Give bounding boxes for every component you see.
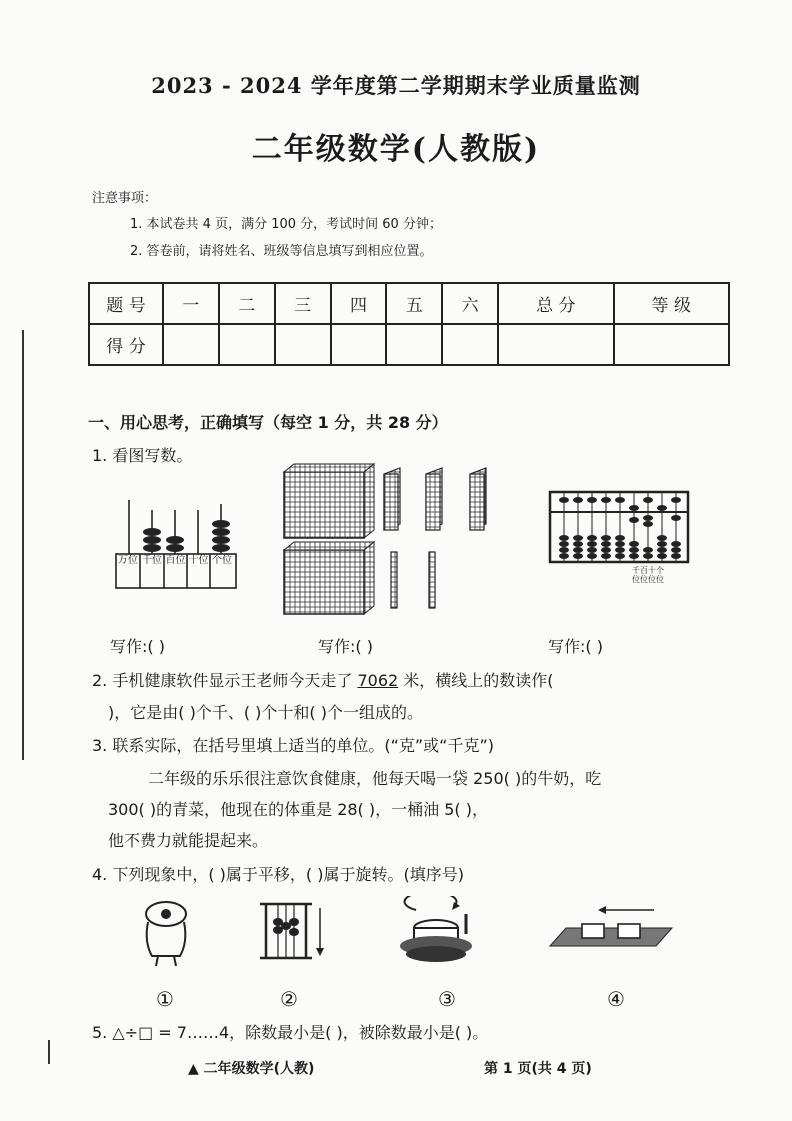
base-ten-blocks-image bbox=[280, 462, 502, 617]
score-cell: 题 号 bbox=[89, 283, 163, 324]
counting-frame-image bbox=[112, 492, 240, 592]
q3-line1: 3. 联系实际，在括号里填上适当的单位。(“克”或“千克”) bbox=[92, 736, 494, 755]
notes-item-1: 1. 本试卷共 4 页，满分 100 分，考试时间 60 分钟； bbox=[130, 217, 442, 232]
millstone-figure-image bbox=[394, 896, 480, 968]
fan-figure-image bbox=[136, 896, 196, 968]
place-label: 百位 bbox=[165, 555, 186, 566]
score-input-cell[interactable] bbox=[163, 324, 219, 365]
place-label: 个位 bbox=[212, 555, 232, 566]
q4-line[interactable]: 4. 下列现象中，( )属于平移，( )属于旋转。(填序号) bbox=[92, 865, 464, 884]
score-cell: 等 级 bbox=[614, 283, 730, 324]
abacus-figure-image bbox=[256, 898, 326, 966]
footer-left bbox=[188, 1058, 314, 1078]
q2-line2[interactable]: )，它是由( )个千、( )个十和( )个一组成的。 bbox=[108, 703, 423, 722]
place-label: 千位 bbox=[142, 555, 162, 566]
score-table bbox=[88, 282, 730, 366]
score-cell: 三 bbox=[275, 283, 331, 324]
margin-line bbox=[22, 330, 24, 760]
sliding-blocks-figure-image bbox=[546, 904, 676, 952]
option-label: ③ bbox=[438, 987, 456, 1011]
place-value-labels bbox=[116, 555, 236, 566]
score-table-score-row bbox=[89, 324, 729, 365]
score-input-cell[interactable] bbox=[219, 324, 275, 365]
notes-heading: 注意事项： bbox=[92, 191, 158, 206]
q1-answer-2[interactable]: 写作:( ) bbox=[318, 637, 373, 656]
score-cell: 总 分 bbox=[498, 283, 613, 324]
q3-line3[interactable]: 300( )的青菜，他现在的体重是 28( )，一桶油 5( )， bbox=[108, 800, 488, 819]
q1-text: 1. 看图写数。 bbox=[92, 446, 193, 465]
score-input-cell[interactable] bbox=[275, 324, 331, 365]
section1-title: 一、用心思考，正确填写（每空 1 分，共 28 分） bbox=[88, 413, 448, 432]
soroban-image bbox=[546, 488, 692, 566]
option-label: ② bbox=[280, 987, 298, 1011]
q3-line2[interactable]: 二年级的乐乐很注意饮食健康，他每天喝一袋 250( )的牛奶，吃 bbox=[148, 769, 602, 788]
score-cell: 五 bbox=[386, 283, 442, 324]
place-label: 万位 bbox=[118, 555, 138, 566]
margin-mark bbox=[48, 1040, 50, 1064]
q3-line4: 他不费力就能提起来。 bbox=[108, 831, 269, 850]
score-input-cell[interactable] bbox=[498, 324, 613, 365]
score-cell: 一 bbox=[163, 283, 219, 324]
footer-subject: 二年级数学(人教) bbox=[203, 1061, 315, 1077]
score-input-cell[interactable] bbox=[386, 324, 442, 365]
q2-text-b: 米，横线上的数读作( bbox=[398, 671, 554, 690]
place-label: 十位 bbox=[188, 555, 209, 566]
score-input-cell[interactable] bbox=[331, 324, 387, 365]
notes-item-2: 2. 答卷前，请将姓名、班级等信息填写到相应位置。 bbox=[130, 244, 433, 259]
option-label: ① bbox=[156, 987, 174, 1011]
warning-triangle-icon: ▲ bbox=[188, 1061, 199, 1077]
q2-line1 bbox=[92, 668, 554, 691]
score-input-cell[interactable] bbox=[442, 324, 498, 365]
score-cell: 四 bbox=[331, 283, 387, 324]
score-input-cell[interactable] bbox=[614, 324, 730, 365]
exam-title-line1: 2023 - 2024 学年度第二学期期末学业质量监测 bbox=[151, 73, 641, 98]
score-cell: 六 bbox=[442, 283, 498, 324]
score-row-label: 得 分 bbox=[89, 324, 163, 365]
exam-title-line2: 二年级数学(人教版) bbox=[251, 132, 541, 167]
score-table-header-row bbox=[89, 283, 729, 324]
option-label: ④ bbox=[607, 987, 625, 1011]
q1-answer-1[interactable]: 写作:( ) bbox=[110, 637, 165, 656]
score-cell: 二 bbox=[219, 283, 275, 324]
q1-answer-3[interactable]: 写作:( ) bbox=[548, 637, 603, 656]
q5-line[interactable]: 5. △÷□ = 7……4，除数最小是( )，被除数最小是( )。 bbox=[92, 1023, 489, 1042]
q2-number: 7062 bbox=[357, 671, 399, 690]
q2-text-a: 2. 手机健康软件显示王老师今天走了 bbox=[92, 671, 358, 690]
soroban-place-label: 千百十个 位位位位 bbox=[632, 566, 664, 584]
page-number: 第 1 页(共 4 页) bbox=[484, 1061, 592, 1077]
